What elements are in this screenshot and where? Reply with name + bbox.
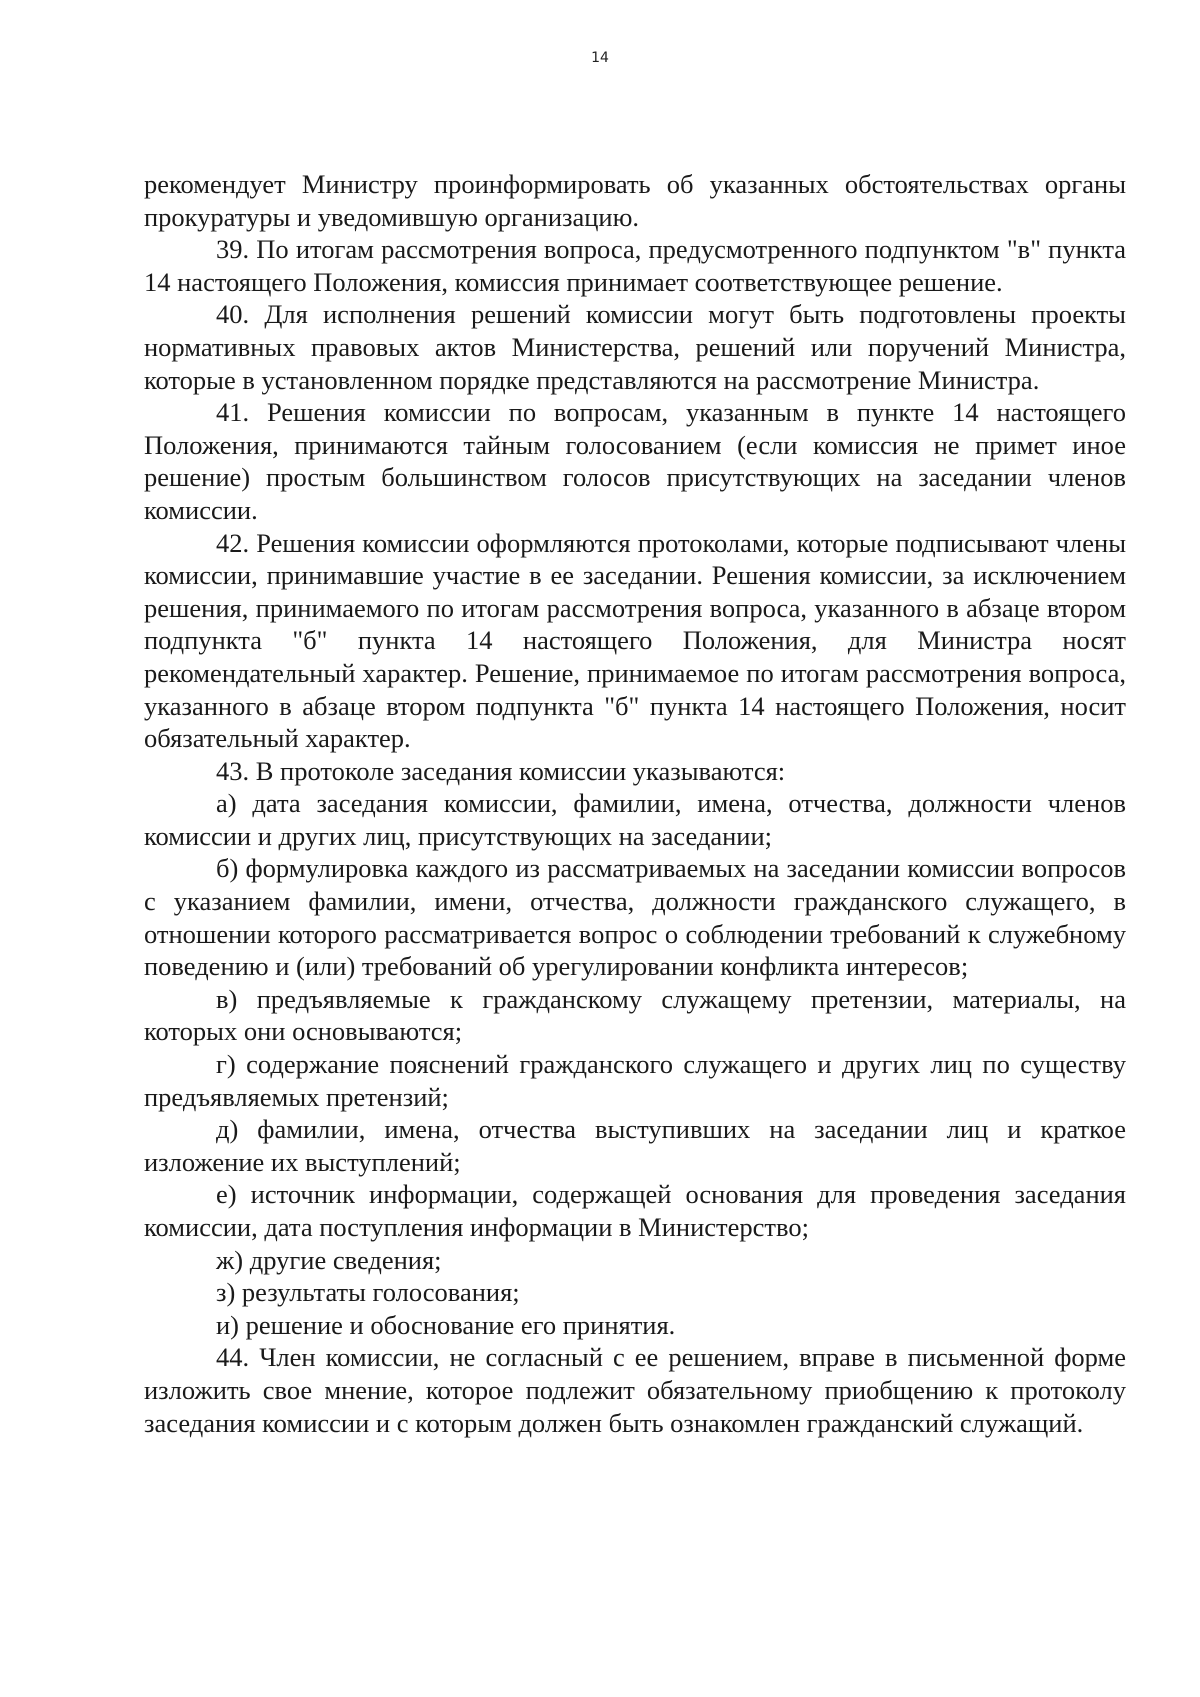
document-body [144, 168, 1126, 1439]
list-item-v: в) предъявляемые к гражданскому служащему претензии, материалы, на которых они основываются; [144, 983, 1126, 1047]
list-item-zh: ж) другие сведения; [216, 1244, 442, 1275]
paragraph-41: 41. Решения комиссии по вопросам, указанным в пункте 14 настоящего Положения, принимаются тайным голосованием (если комиссия не примет иное решение) простым большинством голосов присутствующих на заседании членов комиссии. [144, 397, 1126, 525]
paragraph-continuation: рекомендует Министру проинформировать об указанных обстоятельствах органы прокуратуры и уведомившую организацию. [144, 169, 1126, 232]
list-item-i: и) решение и обоснование его принятия. [216, 1309, 676, 1340]
page-number: 14 [591, 50, 609, 66]
list-item-e: е) источник информации, содержащей основания для проведения заседания комиссии, дата поступления информации в Министерство; [144, 1179, 1126, 1242]
paragraph-39: 39. По итогам рассмотрения вопроса, предусмотренного подпунктом "в" пункта 14 настоящего Положения, комиссия принимает соответствующее решение. [144, 234, 1126, 297]
list-item-z: з) результаты голосования; [216, 1277, 520, 1308]
paragraph-44: 44. Член комиссии, не согласный с ее решением, вправе в письменной форме изложить свое мнение, которое подлежит обязательному приобщению к протоколу заседания комиссии и с которым должен быть ознакомлен гражданский служащий. [144, 1342, 1126, 1438]
paragraph-43: 43. В протоколе заседания комиссии указываются: [216, 755, 786, 786]
list-item-a: а) дата заседания комиссии, фамилии, имена, отчества, должности членов комиссии и других лиц, присутствующих на заседании; [144, 788, 1126, 851]
list-item-g: г) содержание пояснений гражданского служащего и других лиц по существу предъявляемых претензий; [144, 1049, 1126, 1112]
list-item-b: б) формулировка каждого из рассматриваемых на заседании комиссии вопросов с указанием фамилии, имени, отчества, должности гражданского служащего, в отношении которого рассматривается вопрос о соблюдении требований к служебному поведению и (или) требований об урегулировании конфликта интересов; [144, 853, 1126, 982]
paragraph-40: 40. Для исполнения решений комиссии могут быть подготовлены проекты нормативных правовых актов Министерства, решений или поручений Министра, которые в установленном порядке представляются на рассмотрение Министра. [144, 299, 1126, 395]
paragraph-42: 42. Решения комиссии оформляются протоколами, которые подписывают члены комиссии, принимавшие участие в ее заседании. Решения комиссии, за исключением решения, принимаемого по итогам рассмотрения вопроса, указанного в абзаце втором подпункта "б" пункта 14 настоящего Положения, для Министра носят рекомендательный характер. Решение, принимаемое по итогам рассмотрения вопроса, указанного в абзаце втором подпункта "б" пункта 14 настоящего Положения, носит обязательный характер. [144, 527, 1126, 754]
list-item-d: д) фамилии, имена, отчества выступивших на заседании лиц и краткое изложение их выступлений; [144, 1114, 1126, 1177]
